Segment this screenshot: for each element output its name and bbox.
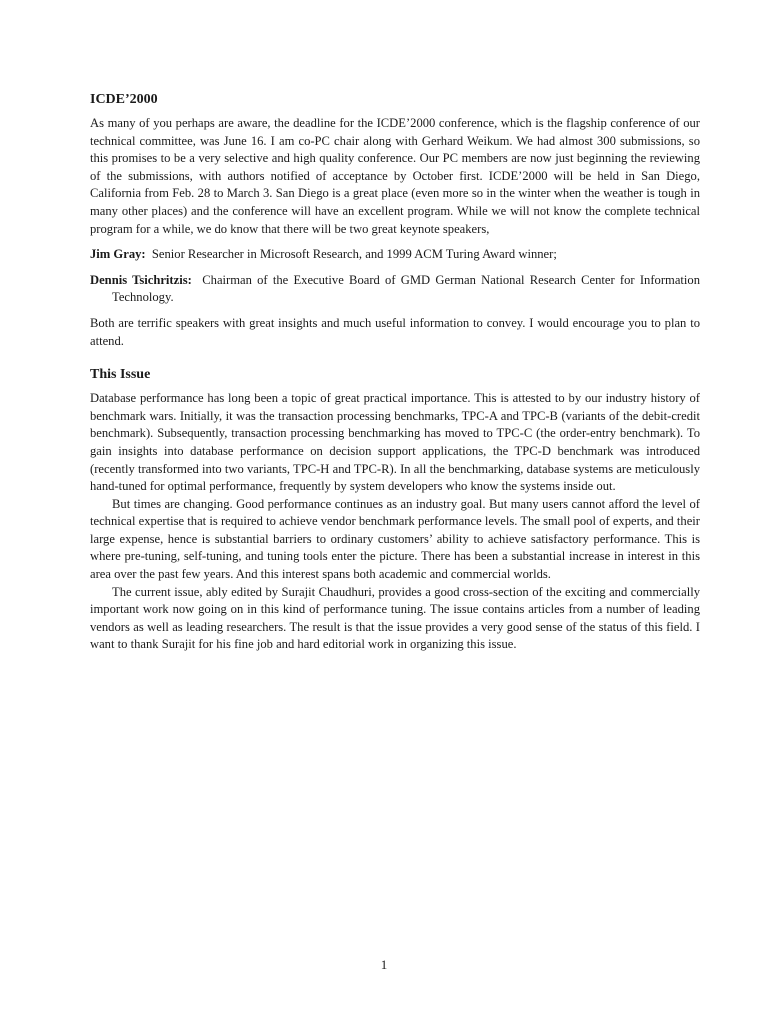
issue-paragraph: The current issue, ably edited by Surajit Chaudhuri, provides a good cross-section of the exciting and commercially important work now going on in this kind of performance tuning. The issue contains articles from a number of leading vendors as well as leading researchers. The result is that the issue provides a very good sense of the status of this field. I want to thank Surajit for his fine job and hard editorial work in organizing this issue. [90,584,700,652]
section-title-icde2000: ICDE’2000 [90,92,158,107]
issue-paragraph: Database performance has long been a topic of great practical importance. This is attested to by our industry history of benchmark wars. Initially, it was the transaction processing benchmarks, TPC-A and TPC-B (variants of the debit-credit benchmark). Subsequently, transaction processing benchmarking has moved to TPC-C (the order-entry benchmark). To gain insights into database performance on decision support applications, the TPC-D benchmark was introduced (recently transformed into two variants, TPC-H and TPC-R). In all the benchmarking, database systems are meticulously hand-tuned for optimal performance, frequently by system developers who know the systems inside out. [90,391,700,494]
issue-paragraph: But times are changing. Good performance continues as an industry goal. But many users cannot afford the level of technical expertise that is required to achieve vendor benchmark performance levels. The small pool of experts, and their large expense, hence is substantial barriers to ordinary customers’ ability to achieve satisfactory performance. This is where pre-tuning, self-tuning, and tuning tools enter the picture. There has been a substantial increase in interest in this area over the past few years. And this interest spans both academic and commercial worlds. [90,496,700,582]
keynote-speaker-item [90,272,700,307]
speaker-name: Dennis Tsichritzis: [90,272,192,287]
page-number: 1 [380,957,388,972]
speaker-description: Senior Researcher in Microsoft Research, and 1999 ACM Turing Award winner; [151,247,557,262]
section-title-this-issue: This Issue [90,367,151,383]
speaker-name: Jim Gray: [90,247,146,262]
speaker-description: Chairman of the Executive Board of GMD German National Research Center for Information Technology. [112,272,700,305]
document-body [90,91,700,654]
icde-closing-paragraph: Both are terrific speakers with great insights and much useful information to convey. I would encourage you to plan to attend. [90,315,700,348]
icde-intro-paragraph: As many of you perhaps are aware, the deadline for the ICDE’2000 conference, which is the flagship conference of our technical committee, was June 16. I am co-PC chair along with Gerhard Weikum. We had almost 300 submissions, so this promises to be a very selective and high quality conference. Our PC members are now just beginning the reviewing of the submissions, with authors notified of acceptance by October first. ICDE’2000 will be held in San Diego, California from Feb. 28 to March 3. San Diego is a great place (even more so in the winter when the weather is tough in many other places) and the conference will have an excellent program. While we will not know the complete technical program for a while, we do know that there will be two great keynote speakers, [90,116,700,236]
keynote-speaker-item [90,246,700,264]
